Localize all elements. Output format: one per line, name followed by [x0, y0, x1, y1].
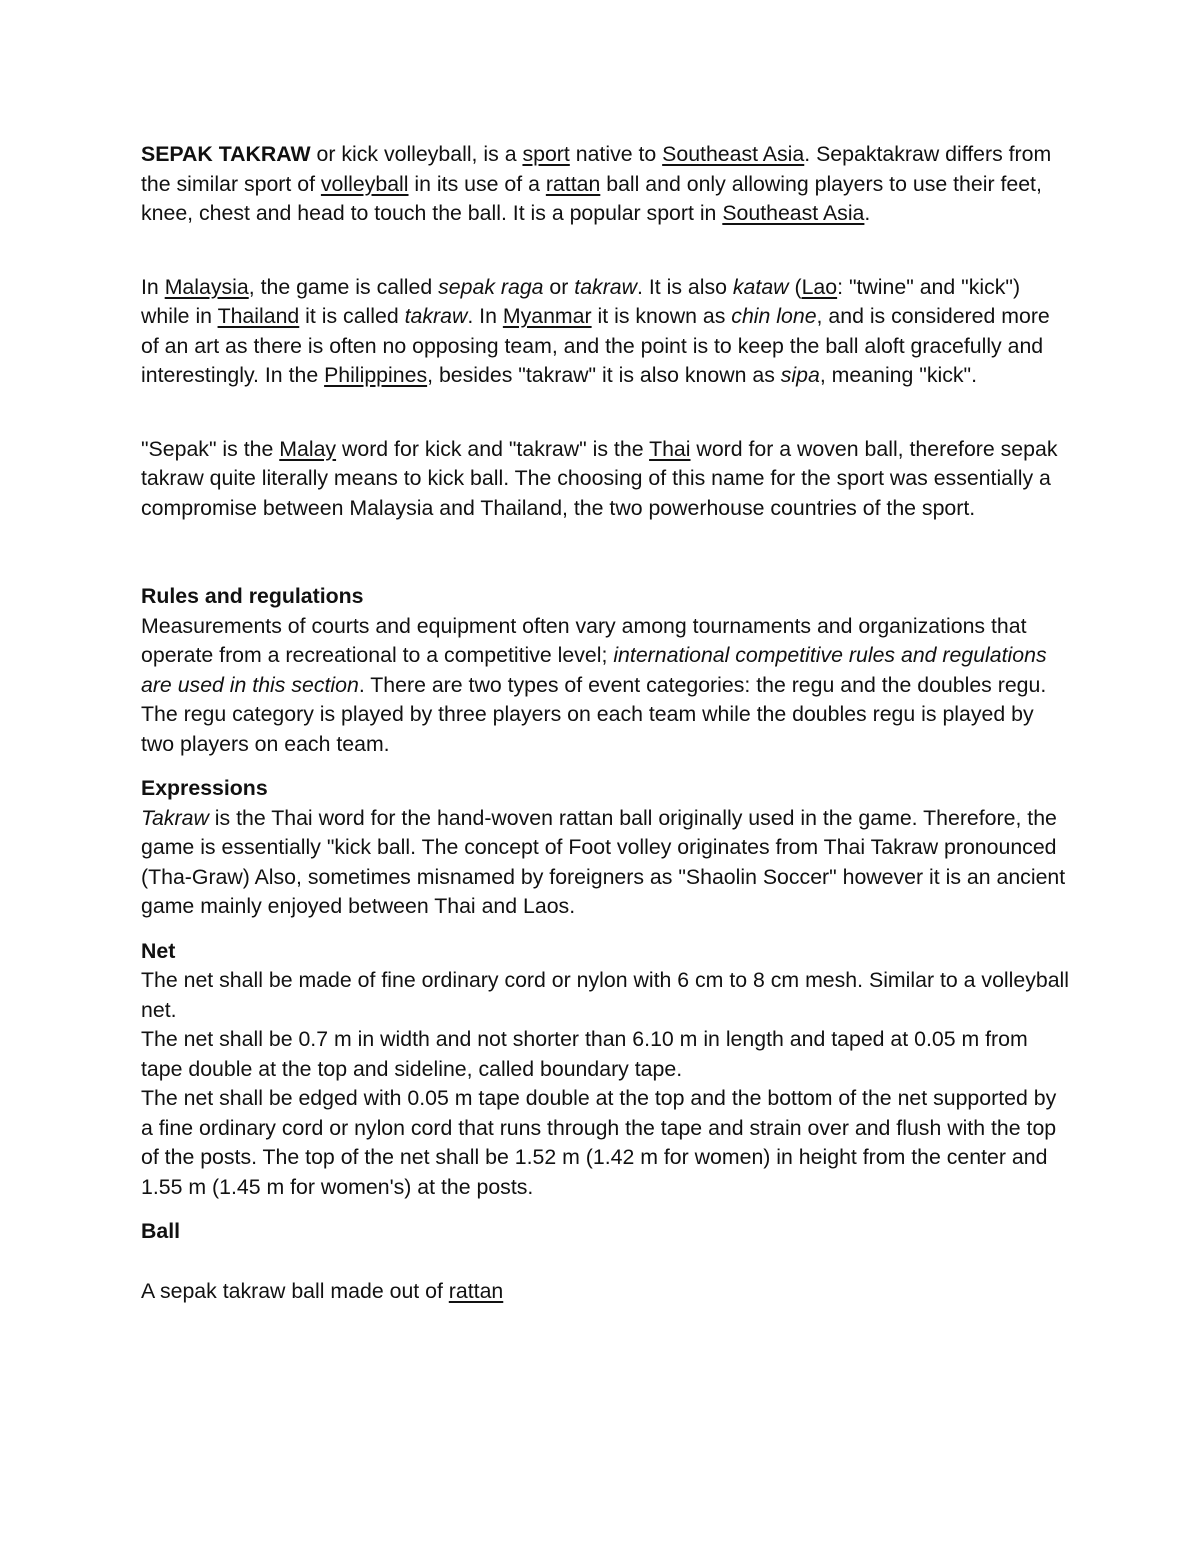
link-malaysia[interactable]: Malaysia: [164, 274, 249, 299]
document-page: [141, 140, 1071, 1306]
ball-paragraph: A sepak takraw ball made out of rattan: [141, 1278, 504, 1303]
names-paragraph: In Malaysia, the game is called sepak raga or takraw. It is also kataw (Lao: "twine" and "kick") while in Thailand it is called takraw. In Myanmar it is known as chin lone, and is considered more of an art as there is often no opposing team, and the point is to keep the ball aloft gracefully and interestingly. In the Philippines, besides "takraw" it is also known as sipa, meaning "kick".: [141, 274, 1050, 387]
net-paragraph-2: The net shall be 0.7 m in width and not shorter than 6.10 m in length and taped at 0.05 m from tape double at the top and sideline, called boundary tape.: [141, 1027, 1028, 1081]
ball-heading: Ball: [141, 1219, 181, 1243]
expressions-paragraph: Takraw is the Thai word for the hand-woven rattan ball originally used in the game. Therefore, the game is essentially "kick ball. The concept of Foot volley originates from Thai Takraw pronounced (Tha-Graw) Also, sometimes misnamed by foreigners as "Shaolin Soccer" however it is an ancient game mainly enjoyed between Thai and Laos.: [141, 805, 1066, 918]
link-southeast-asia[interactable]: Southeast Asia: [662, 142, 805, 166]
rules-heading: Rules and regulations: [141, 584, 364, 608]
link-sport[interactable]: sport: [522, 142, 570, 166]
link-malay[interactable]: Malay: [279, 436, 337, 461]
etymology-paragraph: "Sepak" is the Malay word for kick and "takraw" is the Thai word for a woven ball, therefore sepak takraw quite literally means to kick ball. The choosing of this name for the sport was essentially a compromise between Malaysia and Thailand, the two powerhouse countries of the sport.: [141, 436, 1058, 520]
document-title: SEPAK TAKRAW: [141, 142, 311, 166]
link-rattan-2[interactable]: rattan: [448, 1278, 504, 1303]
link-philippines[interactable]: Philippines: [324, 363, 428, 387]
rules-paragraph: Measurements of courts and equipment often vary among tournaments and organizations that operate from a recreational to a competitive level; international competitive rules and regulations are used in this section. There are two types of event categories: the regu and the doubles regu. The regu category is played by three players on each team while the doubles regu is played by two players on each team.: [141, 613, 1047, 756]
link-rattan[interactable]: rattan: [545, 171, 601, 196]
link-volleyball[interactable]: volleyball: [320, 171, 409, 196]
link-myanmar[interactable]: Myanmar: [502, 304, 592, 328]
link-thailand[interactable]: Thailand: [217, 304, 300, 328]
link-lao[interactable]: Lao: [801, 274, 838, 299]
net-paragraph-3: The net shall be edged with 0.05 m tape double at the top and the bottom of the net supported by a fine ordinary cord or nylon cord that runs through the tape and strain over and flush with the top of the posts. The top of the net shall be 1.52 m (1.42 m for women) in height from the center and 1.55 m (1.45 m for women's) at the posts.: [141, 1086, 1057, 1199]
intro-paragraph: SEPAK TAKRAW or kick volleyball, is a sport native to Southeast Asia. Sepaktakraw differs from the similar sport of volleyball in its use of a rattan ball and only allowing players to use their feet, knee, chest and head to touch the ball. It is a popular sport in Southeast Asia.: [141, 142, 1052, 225]
net-paragraph-1: The net shall be made of fine ordinary cord or nylon with 6 cm to 8 cm mesh. Similar to a volleyball net.: [141, 968, 1070, 1022]
link-southeast-asia-2[interactable]: Southeast Asia: [722, 201, 865, 225]
link-thai[interactable]: Thai: [649, 436, 691, 461]
expressions-heading: Expressions: [141, 776, 268, 800]
net-heading: Net: [141, 938, 176, 963]
